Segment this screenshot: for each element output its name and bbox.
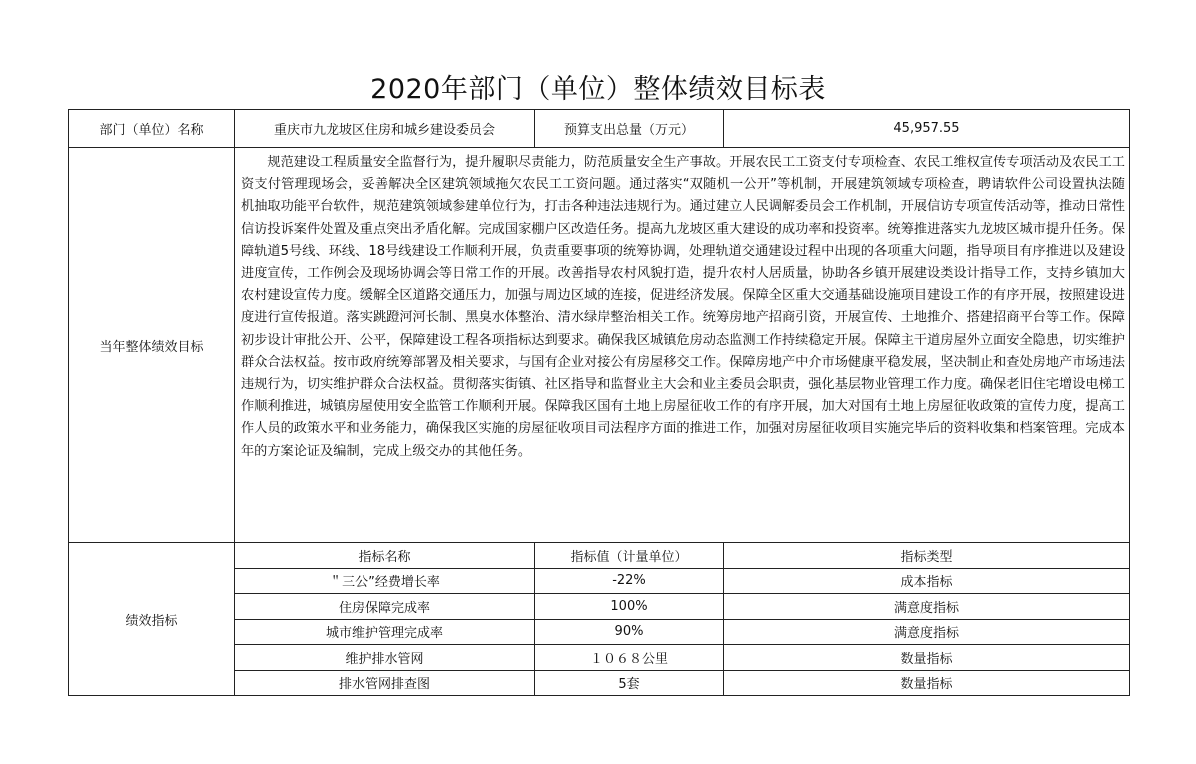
indicator-type: 成本指标 (724, 568, 1130, 594)
indicator-name: 维护排水管网 (235, 645, 535, 671)
indicator-type: 数量指标 (724, 670, 1130, 696)
indicator-value: -22% (535, 568, 724, 594)
performance-goal-table (68, 109, 1130, 696)
budget-label: 预算支出总量（万元） (535, 110, 724, 148)
indicator-value: １０６８公里 (535, 645, 724, 671)
indicator-name: 住房保障完成率 (235, 594, 535, 620)
indicator-type: 数量指标 (724, 645, 1130, 671)
indicator-value: 100% (535, 594, 724, 620)
indicator-name: 城市维护管理完成率 (235, 619, 535, 645)
column-header-value: 指标值（计量单位） (535, 543, 724, 569)
dept-label: 部门（单位）名称 (69, 110, 235, 148)
goal-text: 规范建设工程质量安全监督行为，提升履职尽责能力，防范质量安全生产事故。开展农民工工资支付专项检查、农民工维权宣传专项活动及农民工工资支付管理现场会，妥善解决全区建筑领域拖欠农民工工资问题。通过落实“双随机一公开”等机制，开展建筑领域专项检查，聘请软件公司设置执法随机抽取功能平台软件，规范建筑领域参建单位行为，打击各种违法违规行为。通过建立人民调解委员会工作机制，开展信访专项宣传活动等，推动日常性信访投诉案件处置及重点突出矛盾化解。完成国家棚户区改造任务。提高九龙坡区重大建设的成功率和投资率。统筹推进落实九龙坡区城市提升任务。保障轨道5号线、环线、18号线建设工作顺利开展，负责重要事项的统筹协调，处理轨道交通建设过程中出现的各项重大问题，指导项目有序推进以及建设进度宣传，工作例会及现场协调会等日常工作的开展。改善指导农村风貌打造，提升农村人居质量，协助各乡镇开展建设类设计指导工作，支持乡镇加大农村建设宣传力度。缓解全区道路交通压力，加强与周边区域的连接，促进经济发展。保障全区重大交通基础设施项目建设工作的有序开展，按照建设进度进行宣传报道。落实跳蹬河河长制、黑臭水体整治、清水绿岸整治相关工作。统筹房地产招商引资，开展宣传、土地推介、搭建招商平台等工作。保障初步设计审批公开、公平，保障建设工程各项指标达到要求。确保我区城镇危房动态监测工作持续稳定开展。保障主干道房屋外立面安全隐患，切实维护群众合法权益。按市政府统筹部署及相关要求，与国有企业对接公有房屋移交工作。保障房地产中介市场健康平稳发展，坚决制止和查处房地产市场违法违规行为，切实维护群众合法权益。贯彻落实街镇、社区指导和监督业主大会和业主委员会职责，强化基层物业管理工作力度。确保老旧住宅增设电梯工作顺利推进，城镇房屋使用安全监管工作顺利开展。保障我区国有土地上房屋征收工作的有序开展，加大对国有土地上房屋征收政策的宣传力度，提高工作人员的政策水平和业务能力，确保我区实施的房屋征收项目司法程序方面的推进工作，加强对房屋征收项目实施完毕后的资料收集和档案管理。完成本年的方案论证及编制，完成上级交办的其他任务。 (235, 148, 1130, 543)
indicator-name: ＂三公”经费增长率 (235, 568, 535, 594)
page-title: 2020年部门（单位）整体绩效目标表 (370, 74, 826, 105)
budget-value: 45,957.55 (724, 110, 1130, 148)
indicator-type: 满意度指标 (724, 619, 1130, 645)
indicator-value: 5套 (535, 670, 724, 696)
indicator-header-row (69, 543, 1130, 569)
indicator-type: 满意度指标 (724, 594, 1130, 620)
department-row (69, 110, 1130, 148)
goal-label: 当年整体绩效目标 (69, 148, 235, 543)
indicator-name: 排水管网排查图 (235, 670, 535, 696)
dept-name: 重庆市九龙坡区住房和城乡建设委员会 (235, 110, 535, 148)
column-header-type: 指标类型 (724, 543, 1130, 569)
indicator-value: 90% (535, 619, 724, 645)
goal-row (69, 148, 1130, 543)
indicators-label: 绩效指标 (69, 543, 235, 696)
column-header-name: 指标名称 (235, 543, 535, 569)
